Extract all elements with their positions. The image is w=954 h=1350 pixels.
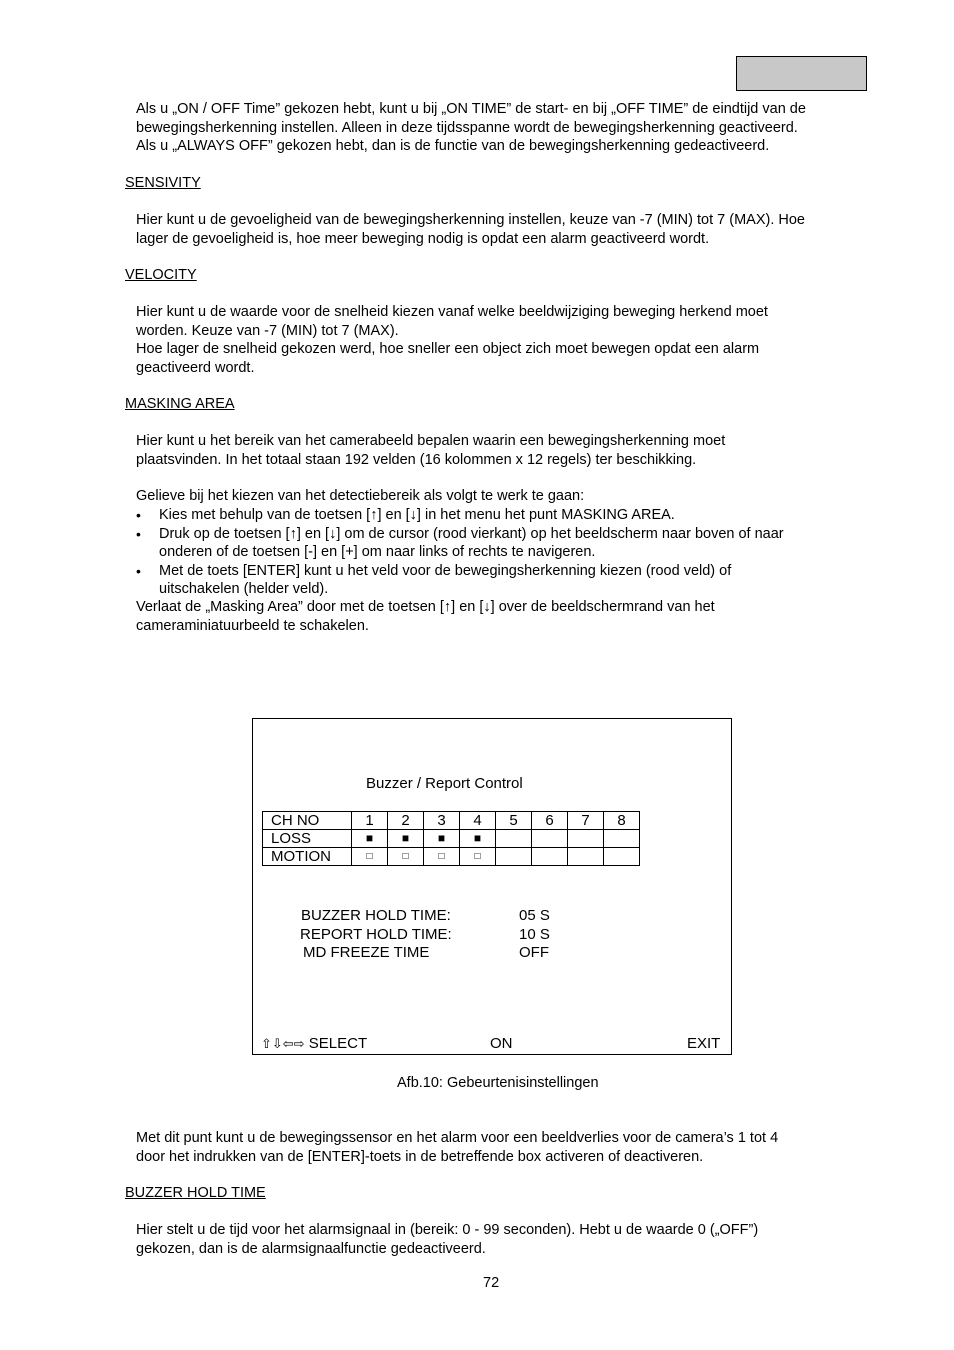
buzzer-hold-time-paragraph	[136, 1221, 896, 1258]
velocity-line: Hoe lager de snelheid gekozen werd, hoe sneller een object zich moet bewegen opdat een alarm	[136, 341, 760, 357]
channel-header: 3	[424, 812, 460, 830]
masking-instructions-intro: Gelieve bij het kiezen van het detectiebereik als volgt te werk te gaan:	[136, 488, 585, 504]
motion-checkbox[interactable]: □	[352, 848, 388, 866]
velocity-paragraph	[136, 303, 896, 377]
masking-line: Hier kunt u het bereik van het camerabeeld bepalen waarin een bewegingsherkenning moet	[136, 433, 726, 449]
loss-label: LOSS	[263, 830, 352, 848]
buzzer-hold-time-value[interactable]: 05 S	[519, 907, 550, 924]
intro-paragraph	[136, 100, 896, 156]
motion-checkbox[interactable]: □	[388, 848, 424, 866]
intro-line: bewegingsherkenning instellen. Alleen in deze tijdsspanne wordt de bewegingsherkenning geactiveerd.	[136, 119, 798, 136]
page-number: 72	[483, 1275, 500, 1291]
channel-header: 4	[460, 812, 496, 830]
channel-header: 8	[604, 812, 640, 830]
masking-area-heading: MASKING AREA	[125, 396, 235, 412]
list-item	[136, 506, 876, 525]
masking-exit-paragraph	[136, 598, 896, 635]
sensivity-paragraph	[136, 211, 896, 248]
table-row	[263, 830, 640, 848]
list-item	[136, 562, 876, 599]
step-line: Met de toets [ENTER] kunt u het veld voor de bewegingsherkenning kiezen (rood veld) of	[159, 562, 732, 579]
loss-checkbox[interactable]: ■	[352, 830, 388, 848]
osd-title: Buzzer / Report Control	[366, 775, 523, 792]
masking-line: plaatsvinden. In het totaal staan 192 velden (16 kolommen x 12 regels) ter beschikking.	[136, 451, 697, 468]
figure-caption: Afb.10: Gebeurtenisinstellingen	[397, 1075, 599, 1091]
loss-checkbox[interactable]: ■	[460, 830, 496, 848]
events-line: Met dit punt kunt u de bewegingssensor en het alarm voor een beeldverlies voor de camera’s 1 tot 4	[136, 1130, 779, 1146]
channel-header: 6	[532, 812, 568, 830]
report-hold-time-label: REPORT HOLD TIME:	[300, 926, 452, 943]
report-hold-time-value[interactable]: 10 S	[519, 926, 550, 943]
channel-header: 5	[496, 812, 532, 830]
ch-no-label: CH NO	[263, 812, 352, 830]
md-freeze-time-value[interactable]: OFF	[519, 944, 549, 961]
sensivity-line: lager de gevoeligheid is, hoe meer beweging nodig is opdat een alarm geactiveerd wordt.	[136, 230, 710, 247]
channel-header: 7	[568, 812, 604, 830]
step-line: Druk op de toetsen [↑] en [↓] om de cursor (rood vierkant) op het beeldscherm naar boven of naar	[159, 525, 784, 542]
velocity-heading: VELOCITY	[125, 267, 197, 283]
table-row	[263, 812, 640, 830]
masking-area-paragraph	[136, 432, 896, 469]
loss-checkbox[interactable]	[532, 830, 568, 848]
step-line: onderen of de toetsen [-] en [+] om naar links of rechts te navigeren.	[159, 544, 596, 560]
intro-line: Als u „ALWAYS OFF” gekozen hebt, dan is de functie van de bewegingsherkenning gedeactiveerd.	[136, 138, 770, 154]
exit-label: EXIT	[687, 1035, 721, 1052]
on-label: ON	[490, 1035, 513, 1052]
motion-checkbox[interactable]	[568, 848, 604, 866]
osd-footer-select	[261, 1035, 367, 1055]
masking-steps-list	[136, 506, 876, 599]
events-line: door het indrukken van de [ENTER]-toets in de betreffende box activeren of deactiveren.	[136, 1148, 704, 1165]
velocity-line: geactiveerd wordt.	[136, 359, 255, 376]
exit-line: Verlaat de „Masking Area” door met de toetsen [↑] en [↓] over de beeldschermrand van het	[136, 599, 715, 615]
channel-table	[262, 811, 640, 866]
channel-header: 1	[352, 812, 388, 830]
md-freeze-time-label: MD FREEZE TIME	[303, 944, 430, 961]
loss-checkbox[interactable]	[496, 830, 532, 848]
motion-checkbox[interactable]	[496, 848, 532, 866]
motion-label: MOTION	[263, 848, 352, 866]
channel-header: 2	[388, 812, 424, 830]
step-line: Kies met behulp van de toetsen [↑] en [↓] in het menu het punt MASKING AREA.	[159, 507, 675, 523]
loss-checkbox[interactable]: ■	[424, 830, 460, 848]
language-tab-box	[736, 56, 867, 91]
sensivity-heading: SENSIVITY	[125, 175, 201, 191]
sensivity-line: Hier kunt u de gevoeligheid van de bewegingsherkenning instellen, keuze van -7 (MIN) tot 7 (MAX). Hoe	[136, 212, 805, 228]
motion-checkbox[interactable]: □	[460, 848, 496, 866]
velocity-line: worden. Keuze van -7 (MIN) tot 7 (MAX).	[136, 322, 399, 339]
loss-checkbox[interactable]: ■	[388, 830, 424, 848]
step-line: uitschakelen (helder veld).	[159, 581, 329, 597]
motion-checkbox[interactable]	[604, 848, 640, 866]
velocity-line: Hier kunt u de waarde voor de snelheid kiezen vanaf welke beeldwijziging beweging herkend moet	[136, 304, 768, 320]
arrow-keys-icon: ⇧⇩⇦⇨	[261, 1037, 305, 1052]
loss-checkbox[interactable]	[604, 830, 640, 848]
list-item	[136, 525, 876, 562]
motion-checkbox[interactable]: □	[424, 848, 460, 866]
buzzer-line: Hier stelt u de tijd voor het alarmsignaal in (bereik: 0 - 99 seconden). Hebt u de waarde 0 („OFF”)	[136, 1222, 759, 1238]
select-label: SELECT	[308, 1035, 368, 1052]
intro-line: Als u „ON / OFF Time” gekozen hebt, kunt u bij „ON TIME” de start- en bij „OFF TIME” de eindtijd van de	[136, 101, 806, 117]
table-row	[263, 848, 640, 866]
buzzer-hold-time-heading: BUZZER HOLD TIME	[125, 1185, 266, 1201]
buzzer-line: gekozen, dan is de alarmsignaalfunctie gedeactiveerd.	[136, 1240, 486, 1257]
buzzer-hold-time-label: BUZZER HOLD TIME:	[301, 907, 451, 924]
events-paragraph	[136, 1129, 896, 1166]
motion-checkbox[interactable]	[532, 848, 568, 866]
loss-checkbox[interactable]	[568, 830, 604, 848]
osd-screen-figure	[252, 718, 732, 1055]
exit-line: cameraminiatuurbeeld te schakelen.	[136, 617, 369, 634]
